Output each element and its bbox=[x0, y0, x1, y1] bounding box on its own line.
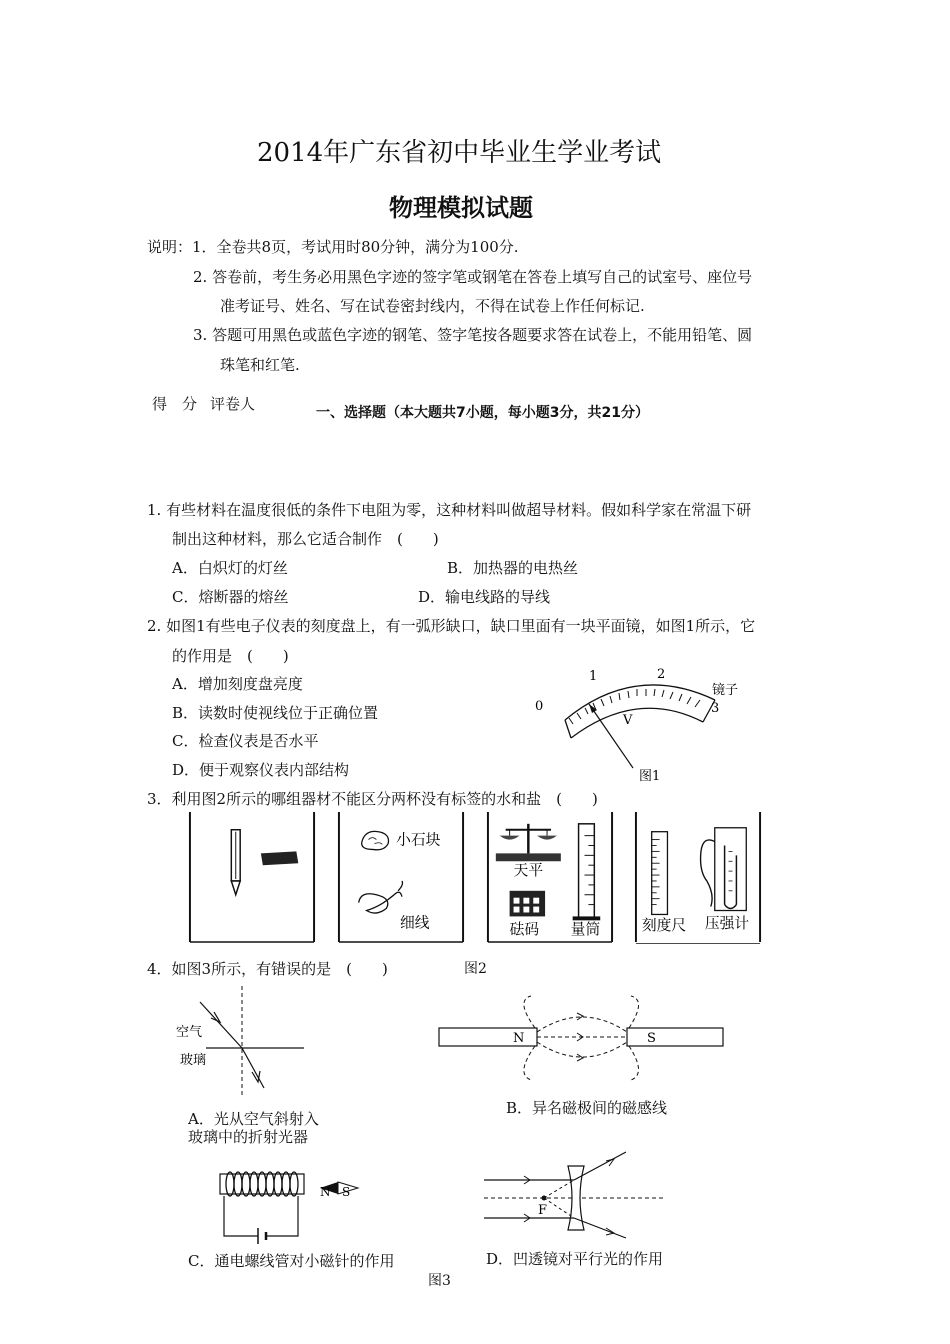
cylinder-label: 量筒 bbox=[570, 921, 601, 939]
balance-label: 天平 bbox=[513, 862, 544, 880]
figure-2-panel-balance bbox=[485, 812, 615, 944]
grader-label: 评卷人 bbox=[210, 395, 256, 413]
meter-unit: V bbox=[623, 713, 633, 728]
glass-label: 玻璃 bbox=[180, 1053, 207, 1068]
q2-stem: 2. 如图1有些电子仪表的刻度盘上，有一弧形缺口，缺口里面有一块平面镜，如图1所示，它 bbox=[147, 617, 756, 635]
figure-3b-caption: B．异名磁极间的磁感线 bbox=[506, 1099, 668, 1117]
q4-stem: 4．如图3所示，有错误的是 ( ) bbox=[147, 960, 388, 978]
q2-option-b: B．读数时使视线位于正确位置 bbox=[172, 704, 379, 722]
q3-stem: 3．利用图2所示的哪组器材不能区分两杯没有标签的水和盐 ( ) bbox=[147, 790, 598, 808]
magnet-pole-n: N bbox=[513, 1031, 525, 1046]
ruler-label: 刻度尺 bbox=[641, 917, 687, 935]
manometer-icon bbox=[701, 828, 747, 911]
figure-3b-magnets bbox=[435, 994, 730, 1084]
manometer-label: 压强计 bbox=[704, 915, 750, 933]
figure-3a-caption: A．光从空气斜射入 bbox=[188, 1110, 319, 1128]
meter-tick-0: 0 bbox=[535, 699, 544, 714]
ruler-icon bbox=[652, 832, 668, 915]
cylinder-icon bbox=[573, 824, 601, 921]
q2-option-c: C．检查仪表是否水平 bbox=[172, 732, 319, 750]
figure-3a-caption-cont: 玻璃中的折射光器 bbox=[188, 1128, 309, 1146]
q1-stem-cont: 制出这种材料，那么它适合制作 ( ) bbox=[172, 530, 439, 548]
figure-3c-caption: C．通电螺线管对小磁针的作用 bbox=[188, 1252, 395, 1270]
figure-1-caption: 图1 bbox=[639, 769, 661, 784]
q1-option-b: B．加热器的电热丝 bbox=[447, 559, 579, 577]
weights-icon bbox=[510, 891, 545, 917]
q2-option-d: D．便于观察仪表内部结构 bbox=[172, 761, 350, 779]
instructions-item-3: 3. 答题可用黑色或蓝色字迹的钢笔、签字笔按各题要求答在试卷上，不能用铅笔、圆 bbox=[193, 326, 753, 344]
pencil-icon bbox=[231, 830, 240, 895]
q1-option-a: A．白炽灯的灯丝 bbox=[172, 559, 288, 577]
figure-3a-refraction bbox=[170, 982, 340, 1097]
figure-2-caption: 图2 bbox=[464, 961, 487, 977]
instructions-item-2: 2. 答卷前，考生务必用黑色字迹的签字笔或钢笔在答卷上填写自己的试室号、座位号 bbox=[193, 268, 753, 286]
thread-label: 细线 bbox=[400, 914, 430, 932]
q2-option-a: A．增加刻度盘亮度 bbox=[172, 675, 303, 693]
figure-3d-caption: D．凹透镜对平行光的作用 bbox=[486, 1250, 664, 1268]
figure-2-panel-pencil bbox=[187, 812, 317, 944]
needle-s-label: S bbox=[342, 1185, 351, 1199]
section-heading: 一、选择题（本大题共7小题，每小题3分，共21分） bbox=[316, 405, 649, 421]
q1-option-c: C．熔断器的熔丝 bbox=[172, 588, 289, 606]
needle-n-label: N bbox=[320, 1185, 331, 1199]
eraser-icon bbox=[261, 851, 298, 865]
figure-3d-lens bbox=[480, 1144, 670, 1239]
weights-label: 砝码 bbox=[509, 921, 540, 939]
figure-3-caption: 图3 bbox=[428, 1273, 451, 1289]
score-label: 得 分 bbox=[152, 395, 198, 413]
instructions-item-2-cont: 准考证号、姓名、写在试卷密封线内，不得在试卷上作任何标记. bbox=[220, 297, 645, 315]
q1-stem: 1. 有些材料在温度很低的条件下电阻为零，这种材料叫做超导材料。假如科学家在常温下研 bbox=[147, 501, 752, 519]
figure-3c-solenoid bbox=[210, 1164, 370, 1249]
stone-label: 小石块 bbox=[396, 831, 441, 849]
meter-tick-1: 1 bbox=[589, 669, 598, 684]
air-label: 空气 bbox=[176, 1025, 203, 1040]
page-title: 2014年广东省初中毕业生学业考试 bbox=[257, 138, 662, 168]
magnet-pole-s: S bbox=[647, 1031, 656, 1046]
figure-1-meter bbox=[525, 660, 765, 785]
instructions-lead: 说明：1．全卷共8页，考试用时80分钟，满分为100分. bbox=[147, 238, 519, 256]
meter-tick-3: 3 bbox=[711, 701, 720, 716]
focus-label: F bbox=[538, 1203, 548, 1218]
q1-option-d: D．输电线路的导线 bbox=[418, 588, 551, 606]
figure-2-panel-ruler bbox=[633, 812, 763, 944]
instructions-item-3-cont: 珠笔和红笔. bbox=[220, 356, 300, 374]
mirror-label: 镜子 bbox=[712, 683, 739, 698]
thread-icon bbox=[359, 881, 403, 913]
stone-icon bbox=[362, 831, 389, 849]
balance-icon bbox=[496, 824, 561, 861]
page-subtitle: 物理模拟试题 bbox=[389, 193, 533, 222]
q2-stem-cont: 的作用是 ( ) bbox=[172, 647, 289, 665]
figure-2-panel-stone bbox=[336, 812, 466, 944]
meter-tick-2: 2 bbox=[657, 667, 666, 682]
